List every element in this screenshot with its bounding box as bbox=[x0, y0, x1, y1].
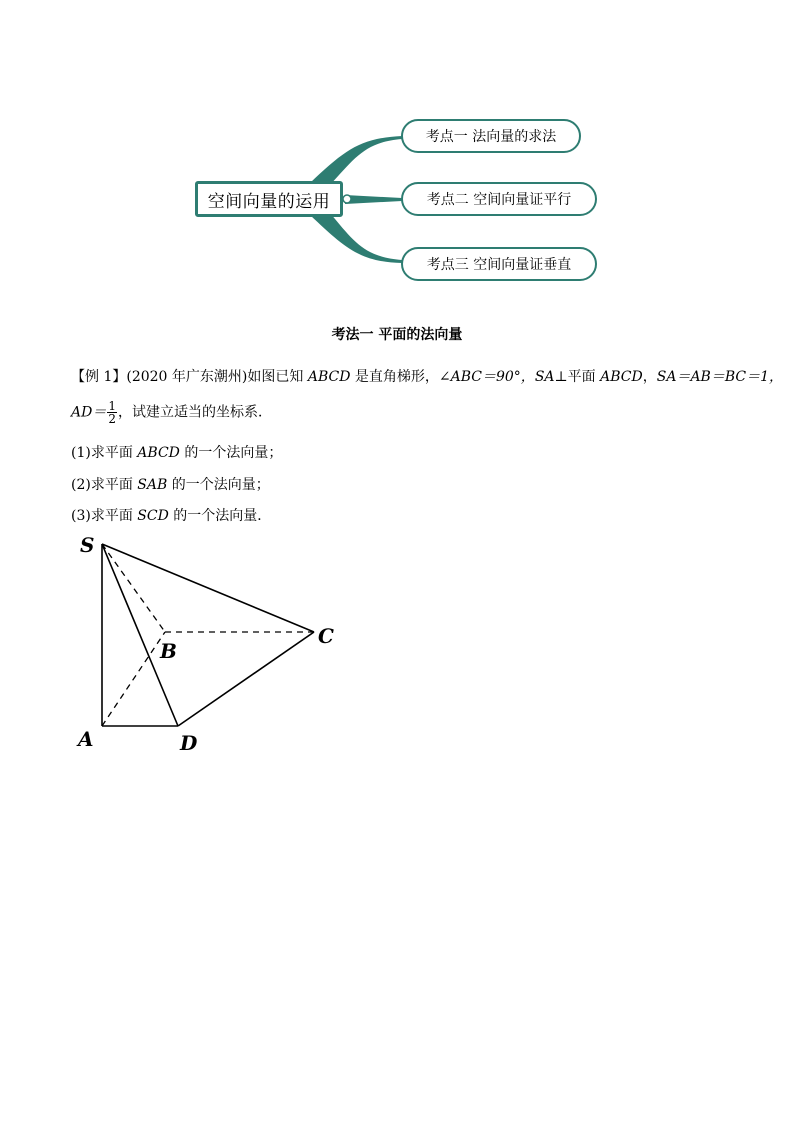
question-text: (2)求平面 bbox=[71, 477, 133, 493]
label-s: S bbox=[80, 533, 95, 557]
example-sa: SA bbox=[534, 369, 555, 385]
label-a: A bbox=[78, 727, 94, 751]
question-text: (1)求平面 bbox=[71, 445, 133, 461]
example-text: 如图已知 bbox=[247, 369, 304, 385]
example-text: 是直角梯形， bbox=[354, 369, 439, 385]
mind-map-branch-3: 考点三 空间向量证垂直 bbox=[401, 247, 597, 281]
label-d: D bbox=[180, 731, 198, 755]
pyramid-figure bbox=[70, 528, 360, 758]
section-title: 考法一 平面的法向量 bbox=[331, 327, 463, 343]
mind-map-branch-1: 考点一 法向量的求法 bbox=[401, 119, 581, 153]
question-plane: SCD bbox=[137, 508, 169, 524]
question-plane: ABCD bbox=[137, 445, 180, 461]
question-1 bbox=[71, 442, 282, 462]
mind-map-root: 空间向量的运用 bbox=[195, 181, 343, 217]
example-abcd: ABCD bbox=[600, 369, 643, 385]
example-statement-line-1: 【例 1】(2020 年广东潮州)如图已知 ABCD 是直角梯形，∠ABC＝90°，SA⊥平面 ABCD，SA＝AB＝BC＝1， bbox=[71, 369, 784, 385]
question-plane: SAB bbox=[137, 477, 168, 493]
question-text: 的一个法向量； bbox=[184, 445, 283, 461]
example-perp: ⊥平面 bbox=[554, 369, 596, 385]
question-text: 的一个法向量； bbox=[171, 477, 270, 493]
fraction bbox=[107, 400, 117, 425]
mind-map-branch-2: 考点二 空间向量证平行 bbox=[401, 182, 597, 216]
example-tag: 【例 1】 bbox=[71, 369, 127, 385]
label-c: C bbox=[318, 624, 334, 648]
label-b: B bbox=[160, 639, 177, 663]
question-text: (3)求平面 bbox=[71, 508, 133, 524]
mind-map-connectors bbox=[0, 0, 794, 300]
question-2 bbox=[71, 474, 270, 494]
example-ad: AD＝ bbox=[71, 404, 107, 421]
question-3 bbox=[71, 505, 271, 525]
fraction-denominator: 2 bbox=[108, 412, 116, 426]
question-text: 的一个法向量． bbox=[173, 508, 272, 524]
example-condition: SA＝AB＝BC＝1， bbox=[656, 369, 784, 385]
example-tail: ，试建立适当的坐标系． bbox=[117, 404, 272, 421]
example-statement-line-2 bbox=[71, 400, 272, 425]
mind-map bbox=[0, 0, 794, 300]
example-abcd: ABCD bbox=[307, 369, 351, 385]
edge-dc bbox=[178, 632, 314, 726]
example-angle: ∠ABC＝90°， bbox=[438, 369, 535, 385]
fraction-numerator: 1 bbox=[108, 399, 116, 413]
edge-ab bbox=[102, 632, 165, 726]
example-source: (2020 年广东潮州) bbox=[126, 369, 248, 385]
